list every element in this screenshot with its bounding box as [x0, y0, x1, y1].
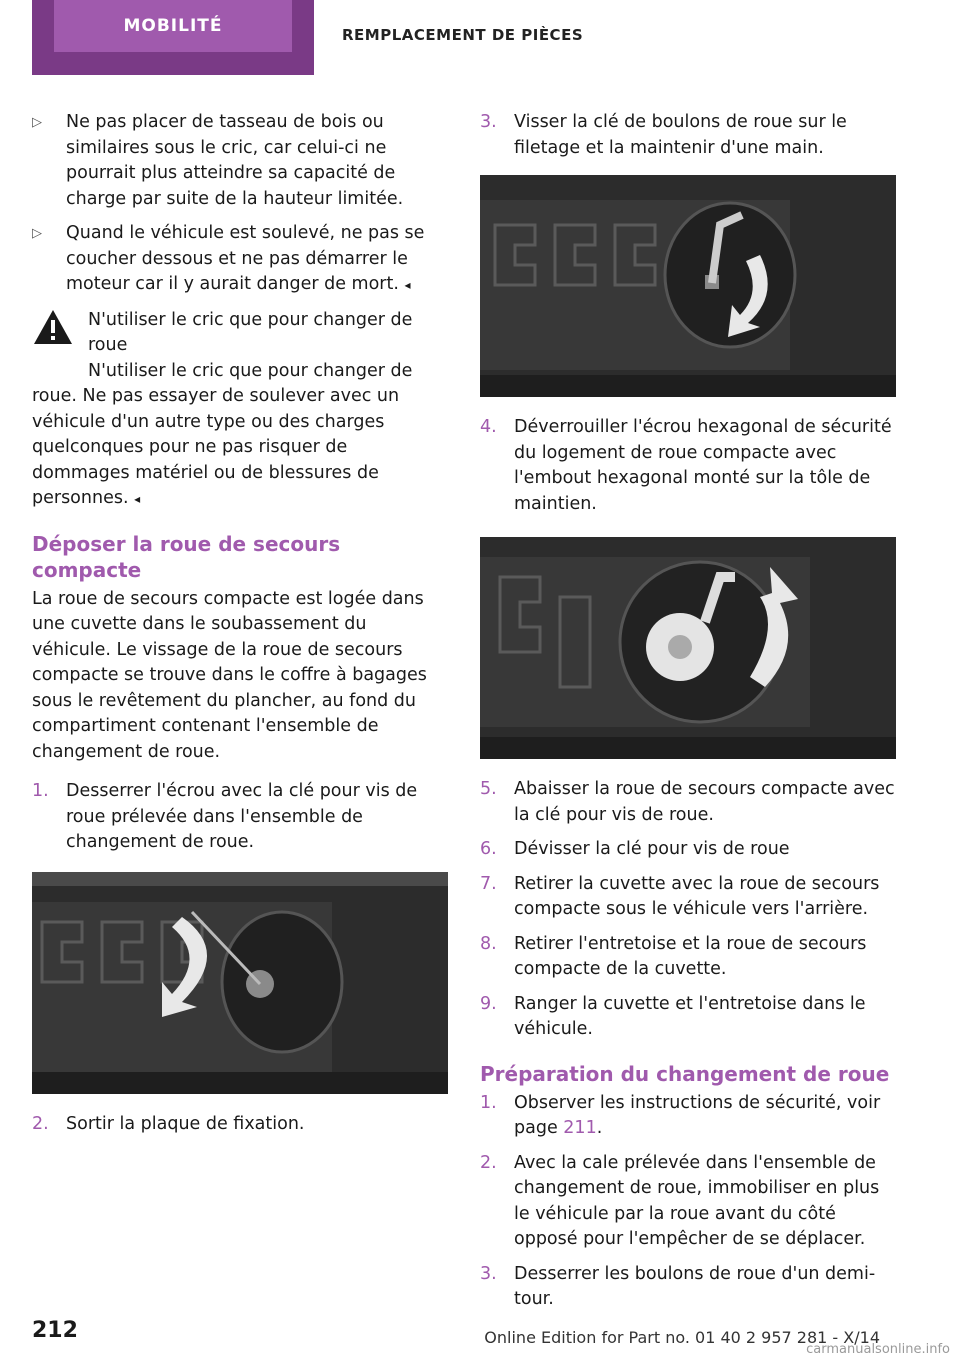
- prep-item: [480, 1091, 896, 1142]
- step-text: Sortir la plaque de fixation.: [66, 1113, 305, 1134]
- steps-list: [480, 777, 896, 1043]
- step-text: Desserrer l'écrou avec la clé pour vis de roue prélevée dans l'ensemble de changement de roue.: [66, 781, 418, 852]
- section-heading: Déposer la roue de secours compacte: [32, 531, 341, 582]
- photo-unlock-nut: [480, 537, 896, 759]
- bullet-text: Ne pas placer de tasseau de bois ou similaires sous le cric, car celui-ci ne pourrait plus atteindre sa capacité de charge par suite de la hauteur limitée.: [66, 112, 404, 209]
- step-item: [32, 1112, 448, 1138]
- page-link[interactable]: 211: [563, 1118, 597, 1138]
- step-number: 1.: [32, 781, 49, 801]
- edition-footer: Online Edition for Part no. 01 40 2 957 281 - X/14: [484, 1328, 880, 1347]
- chapter-tab: [32, 0, 314, 75]
- step-item: [480, 415, 896, 517]
- triangle-bullet-icon: ▷: [32, 226, 42, 241]
- step-number: 8.: [480, 933, 497, 954]
- chapter-title: MOBILITÉ: [54, 0, 292, 52]
- step-number: 2.: [32, 1113, 49, 1134]
- step-text: Ranger la cuvette et l'entretoise dans le véhicule.: [514, 993, 866, 1039]
- page-number: 212: [32, 1318, 78, 1343]
- step-number: 6.: [480, 839, 497, 859]
- step-number: 5.: [480, 779, 497, 799]
- step-number: 4.: [480, 417, 497, 437]
- step-text: Retirer l'entretoise et la roue de secours compacte de la cuvette.: [514, 933, 867, 979]
- step-text: Visser la clé de boulons de roue sur le filetage et la maintenir d'une main.: [514, 112, 847, 158]
- step-item: [480, 872, 896, 923]
- photo-loosen-nut: [32, 872, 448, 1094]
- section-title: REMPLACEMENT DE PIÈCES: [342, 26, 584, 44]
- end-mark-icon: ◂: [134, 492, 141, 506]
- step-item: [480, 837, 896, 863]
- step-text: Retirer la cuvette avec la roue de secours compacte sous le véhicule vers l'arrière.: [514, 873, 880, 919]
- end-mark-icon: ◂: [404, 278, 411, 292]
- step-text: Observer les instructions de sécurité, voir page 211.: [514, 1092, 881, 1138]
- left-column: [32, 110, 448, 1146]
- step-number: 2.: [480, 1152, 497, 1173]
- step-text: Abaisser la roue de secours compacte avec la clé pour vis de roue.: [514, 779, 895, 825]
- triangle-bullet-icon: ▷: [32, 115, 42, 130]
- step-text: Desserrer les boulons de roue d'un demi-tour.: [514, 1263, 876, 1309]
- step-number: 3.: [480, 112, 497, 132]
- intro-paragraph: La roue de secours compacte est logée dans une cuvette dans le soubassement du véhicule. Le vissage de la roue de secours compacte se trouve dans le coffre à bagages sous le revêtement du plancher, au fond du compartiment contenant l'ensemble de changement de roue.: [32, 588, 427, 762]
- step-text: Déverrouiller l'écrou hexagonal de sécurité du logement de roue compacte avec l'embout hexagonal monté sur la tôle de maintien.: [514, 417, 892, 514]
- step-item: [480, 777, 896, 828]
- right-column: [480, 110, 896, 1322]
- step-item: [480, 932, 896, 983]
- step-item: [480, 992, 896, 1043]
- bullet-item: [32, 221, 448, 299]
- step-number: 9.: [480, 993, 497, 1014]
- section-heading: Préparation du changement de roue: [480, 1061, 890, 1086]
- warning-title: N'utiliser le cric que pour changer de roue: [88, 309, 413, 355]
- step-number: 3.: [480, 1263, 497, 1284]
- step-number: 1.: [480, 1092, 497, 1113]
- warning-triangle-icon: [32, 308, 74, 346]
- bullet-item: [32, 110, 448, 212]
- watermark: carmanualsonline.info: [806, 1342, 950, 1357]
- warning-box: [32, 308, 448, 513]
- step-number: 7.: [480, 873, 497, 894]
- photo-screw-wrench: [480, 175, 896, 397]
- step-item: [32, 779, 448, 856]
- step-text: Avec la cale prélevée dans l'ensemble de changement de roue, immobiliser en plus le véhicule par la roue avant du côté opposé pour l'empêcher de se déplacer.: [514, 1152, 880, 1249]
- prep-item: [480, 1151, 896, 1253]
- step-text: Dévisser la clé pour vis de roue: [514, 839, 790, 859]
- step-item: [480, 110, 896, 161]
- bullet-text: Quand le véhicule est soulevé, ne pas se coucher dessous et ne pas démarrer le moteur car il y aurait danger de mort. ◂: [66, 223, 425, 294]
- warning-body: N'utiliser le cric que pour changer de roue. Ne pas essayer de soulever avec un véhicule d'un autre type ou des charges quelconques pour ne pas risquer de dommages matériel ou de blessures de personnes. ◂: [32, 360, 413, 508]
- prep-item: [480, 1262, 896, 1313]
